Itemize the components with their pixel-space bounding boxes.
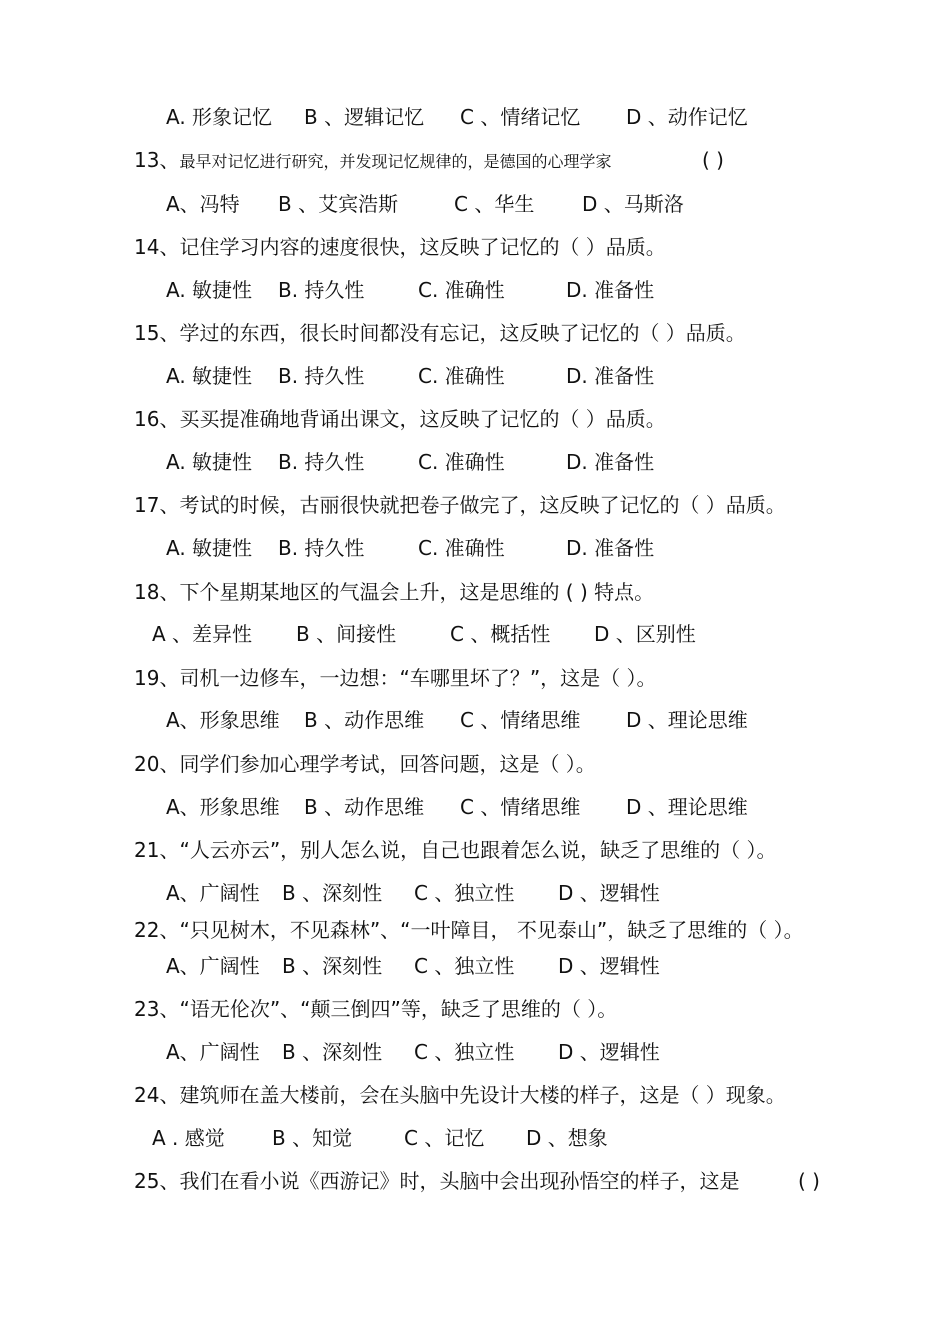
option-d: D 、区别性 — [594, 622, 696, 646]
option-c: C 、情绪记忆 — [460, 105, 581, 129]
option-d: D 、动作记忆 — [626, 105, 748, 129]
option-b: B 、间接性 — [296, 622, 397, 646]
question-text: 考试的时候，古丽很快就把卷子做完了，这反映了记忆的（ ）品质。 — [179, 493, 786, 517]
question-number: 17、 — [134, 493, 180, 517]
question-text: 记住学习内容的速度很快，这反映了记忆的（ ）品质。 — [179, 235, 666, 259]
option-b: B 、动作思维 — [304, 795, 425, 819]
question-14 — [134, 235, 666, 259]
option-b: B 、知觉 — [272, 1126, 353, 1150]
option-b: B 、深刻性 — [282, 881, 383, 905]
question-13 — [134, 148, 724, 174]
question-text: 建筑师在盖大楼前，会在头脑中先设计大楼的样子，这是（ ）现象。 — [179, 1083, 786, 1107]
option-a: A. 敏捷性 — [166, 536, 253, 560]
option-b: B 、深刻性 — [282, 1040, 383, 1064]
option-c: C 、记忆 — [404, 1126, 485, 1150]
option-c: C 、独立性 — [414, 1040, 515, 1064]
question-22 — [134, 918, 804, 942]
option-a: A. 敏捷性 — [166, 278, 253, 302]
option-a: A . 感觉 — [152, 1126, 225, 1150]
option-a: A、广阔性 — [166, 954, 260, 978]
option-d: D 、想象 — [526, 1126, 608, 1150]
question-text: 我们在看小说《西游记》时，头脑中会出现孙悟空的样子，这是 — [179, 1169, 740, 1193]
option-d: D 、逻辑性 — [558, 954, 660, 978]
question-number: 23、 — [134, 997, 180, 1021]
question-15 — [134, 321, 746, 345]
question-number: 15、 — [134, 321, 180, 345]
option-c: C 、情绪思维 — [460, 708, 581, 732]
option-d: D 、理论思维 — [626, 708, 748, 732]
question-number: 18、 — [134, 580, 180, 604]
option-d: D 、逻辑性 — [558, 1040, 660, 1064]
question-text: 司机一边修车，一边想：“车哪里坏了？”，这是（ ）。 — [179, 666, 657, 690]
option-d: D. 准备性 — [566, 278, 655, 302]
answer-blank: ( ) — [798, 1169, 820, 1193]
option-a: A、形象思维 — [166, 795, 280, 819]
question-25 — [134, 1169, 820, 1193]
option-b: B 、深刻性 — [282, 954, 383, 978]
option-b: B. 持久性 — [278, 364, 365, 388]
answer-blank: ( ) — [702, 148, 724, 172]
question-number: 25、 — [134, 1169, 180, 1193]
option-b: B 、逻辑记忆 — [304, 105, 425, 129]
question-number: 13、 — [134, 148, 180, 172]
option-a: A、冯特 — [166, 192, 240, 216]
question-text: 同学们参加心理学考试，回答问题，这是（ ）。 — [179, 752, 596, 776]
option-c: C. 准确性 — [418, 450, 505, 474]
question-19 — [134, 666, 657, 690]
question-18 — [134, 580, 654, 604]
option-c: C. 准确性 — [418, 536, 505, 560]
option-d: D. 准备性 — [566, 450, 655, 474]
question-number: 22、 — [134, 918, 180, 942]
question-text: 买买提准确地背诵出课文，这反映了记忆的（ ）品质。 — [179, 407, 666, 431]
option-b: B. 持久性 — [278, 536, 365, 560]
option-b: B. 持久性 — [278, 278, 365, 302]
question-number: 16、 — [134, 407, 180, 431]
question-24 — [134, 1083, 786, 1107]
question-16 — [134, 407, 666, 431]
question-number: 24、 — [134, 1083, 180, 1107]
question-number: 19、 — [134, 666, 180, 690]
option-c: C 、情绪思维 — [460, 795, 581, 819]
option-d: D 、马斯洛 — [582, 192, 684, 216]
option-a: A、广阔性 — [166, 881, 260, 905]
option-c: C 、独立性 — [414, 881, 515, 905]
option-a: A、形象思维 — [166, 708, 280, 732]
option-a: A 、差异性 — [152, 622, 253, 646]
question-number: 21、 — [134, 838, 180, 862]
option-d: D. 准备性 — [566, 364, 655, 388]
option-d: D 、理论思维 — [626, 795, 748, 819]
question-text: 下个星期某地区的气温会上升，这是思维的 ( ) 特点。 — [179, 580, 655, 604]
question-21 — [134, 838, 777, 862]
option-c: C 、华生 — [454, 192, 535, 216]
option-a: A. 敏捷性 — [166, 450, 253, 474]
option-a: A. 敏捷性 — [166, 364, 253, 388]
question-text: “语无伦次”、“颠三倒四”等，缺乏了思维的（ ）。 — [179, 997, 618, 1021]
option-a: A、广阔性 — [166, 1040, 260, 1064]
option-a: A. 形象记忆 — [166, 105, 273, 129]
question-20 — [134, 752, 596, 776]
option-b: B 、艾宾浩斯 — [278, 192, 399, 216]
option-d: D. 准备性 — [566, 536, 655, 560]
question-23 — [134, 997, 617, 1021]
option-c: C 、概括性 — [450, 622, 551, 646]
option-c: C. 准确性 — [418, 364, 505, 388]
option-b: B 、动作思维 — [304, 708, 425, 732]
option-c: C. 准确性 — [418, 278, 505, 302]
question-text: “只见树木，不见森林”、“一叶障目， 不见泰山”，缺乏了思维的（ ）。 — [179, 918, 804, 942]
option-d: D 、逻辑性 — [558, 881, 660, 905]
option-c: C 、独立性 — [414, 954, 515, 978]
question-17 — [134, 493, 786, 517]
question-text: “人云亦云”，别人怎么说，自己也跟着怎么说，缺乏了思维的（ ）。 — [179, 838, 777, 862]
question-text: 学过的东西，很长时间都没有忘记，这反映了记忆的（ ）品质。 — [179, 321, 746, 345]
question-text: 最早对记忆进行研究，并发现记忆规律的，是德国的心理学家 — [179, 152, 612, 171]
question-number: 20、 — [134, 752, 180, 776]
question-number: 14、 — [134, 235, 180, 259]
option-b: B. 持久性 — [278, 450, 365, 474]
